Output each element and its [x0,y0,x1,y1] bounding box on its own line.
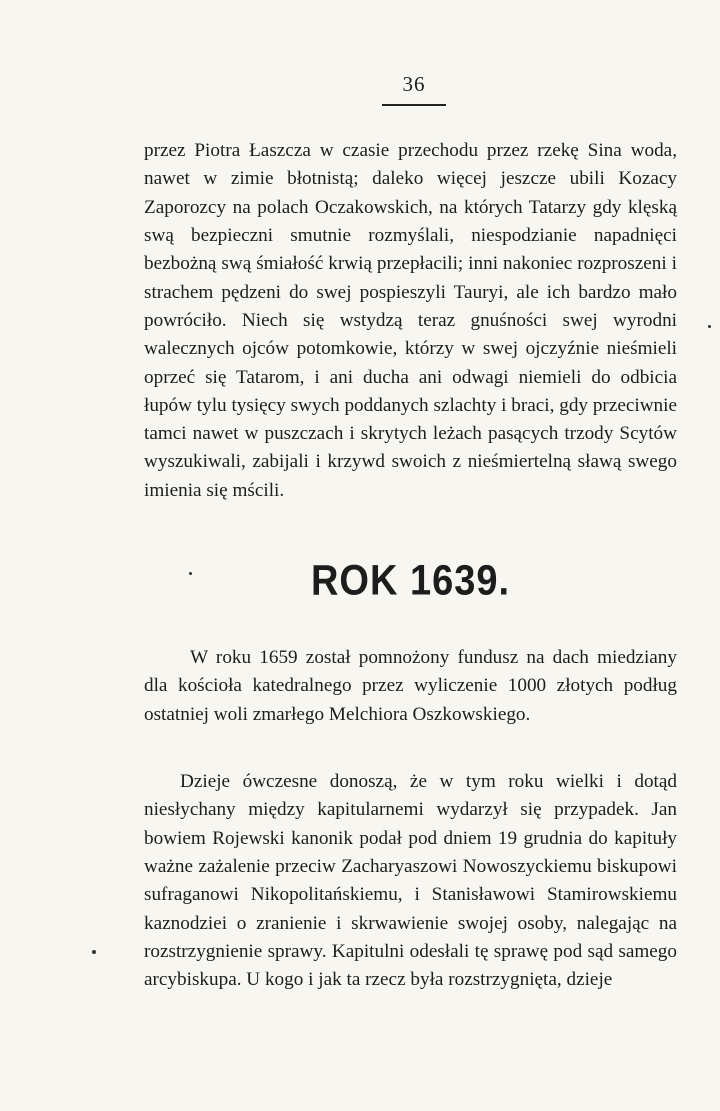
page-number-rule [382,104,446,106]
paragraph-incident: Dzieje ówczesne donoszą, że w tym roku wielki i dotąd niesłychany między kapitularnemi wydarzył się przypadek. Jan bowiem Rojewski kanonik podał pod dniem 19 grudnia do kapituły ważne zażalenie przeciw Zacharyaszowi Nowoszyckiemu biskupowi sufraganowi Nikopolitańskiemu, i Stanisławowi Stamirowskiemu kaznodziei o zranienie i skrwawienie swojej osoby, nalegając na rozstrzygnienie sprawy. Kapitulni odesłali tę sprawę pod sąd samego arcybiskupa. U kogo i jak ta rzecz była rozstrzygnięta, dzieje [144,771,677,991]
paragraph-continued: przez Piotra Łaszcza w czasie przechodu przez rzekę Sina woda, nawet w zimie błotnistą; daleko więcej jeszcze ubili Kozacy Zaporozcy na polach Oczakowskich, na których Tatarzy gdy klęską swą bezpieczni smutnie rozmyślali, niespodzianie napadnięci bezbożną swą śmiałość krwią przepłacili; inni nakoniec rozproszeni i strachem pędzeni do swej pospieszyli Tauryi, ale ich bardzo mało powróciło. Niech się wstydzą teraz gnuśności swej wyrodni walecznych ojców potomkowie, którzy w swej ojczyźnie nieśmieli oprzeć się Tatarom, i ani ducha ani odwagi niemieli do odbicia łupów tylu tysięcy swych poddanych szlachty i braci, gdy przeciwnie tamci nawet w puszczach i skrytych leżach pasących trzody Scytów wyszukiwali, zabijali i krzywd swoich z nieśmiertelną sławą swego imienia się mścili. [144,140,677,501]
section-heading: ROK 1639. [310,557,511,605]
ink-speck [189,572,192,575]
ink-speck [92,950,96,954]
ink-speck [708,325,711,328]
page-number: 36 [402,72,426,96]
paragraph-fund: W roku 1659 został pomnożony fundusz na dach miedziany dla kościoła katedralnego przez wyliczenie 1000 złotych podług ostatniej woli zmarłego Melchiora Oszkowskiego. [144,647,677,725]
